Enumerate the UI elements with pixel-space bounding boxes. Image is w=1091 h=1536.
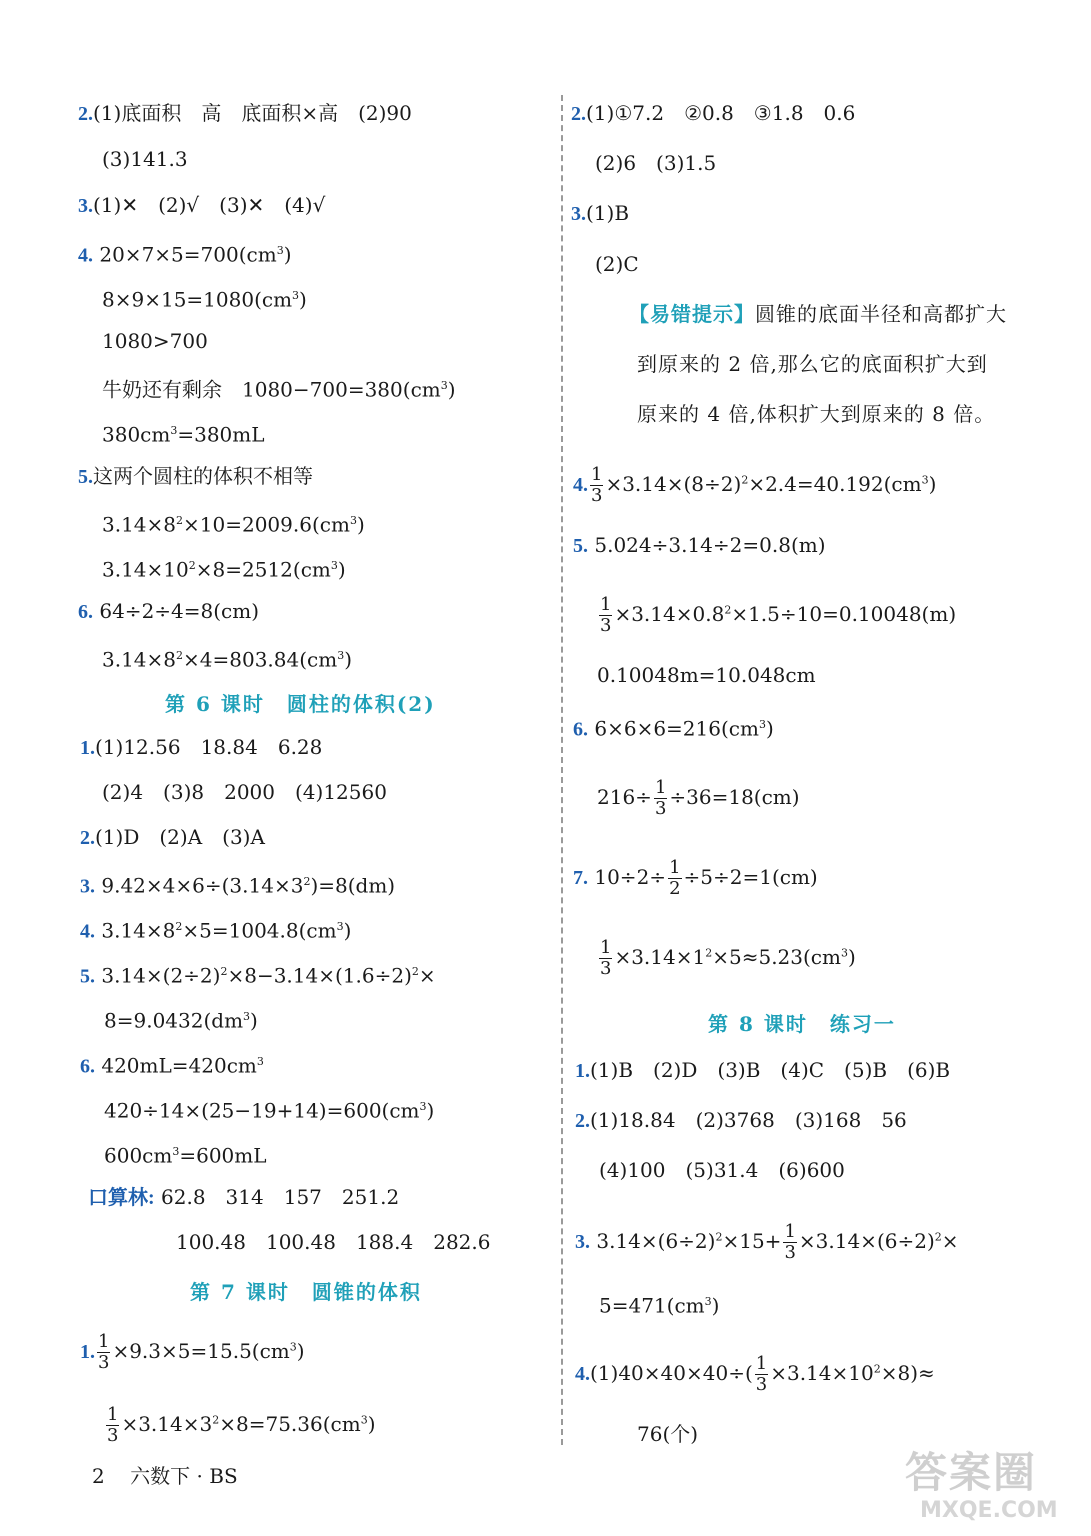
answer-5: 5.这两个圆柱的体积不相等 — [78, 464, 313, 488]
answer-2: 2.(1)D (2)A (3)A — [80, 825, 265, 849]
answer-5: 5. $3.14\times(2\div 2)^2\times 8-3.14\times(1.6\div 2)^2\times$ — [80, 963, 436, 988]
answer-5: 5. 5.024÷3.14÷2=0.8(m) — [573, 533, 826, 557]
answer-line: (4)100 (5)31.4 (6)600 — [599, 1158, 845, 1182]
answer-1: 1.(1)B (2)D (3)B (4)C (5)B (6)B — [575, 1058, 951, 1082]
answer-3: 3.(1)✕ (2)√ (3)✕ (4)√ — [78, 193, 326, 217]
answer-4: 4.(1)40×40×40÷( $\frac{1}{3}$ $\times 3.14\times 10^2\times 8)\approx$ — [575, 1353, 935, 1395]
answer-line: 1080>700 — [102, 329, 208, 353]
answer-line: $\frac{1}{3}$ $\times 3.14\times 0.8^2\times 1.5\div 10=0.10048(m)$ — [600, 594, 957, 636]
answer-line: $5=471(cm^3)$ — [599, 1293, 720, 1318]
fraction: $\frac{1}{3}$ — [600, 594, 612, 636]
fraction: $\frac{1}{2}$ — [669, 857, 681, 899]
answer-1: 1. $\frac{1}{3}$ $\times 9.3\times 5=15.5(cm^3)$ — [80, 1331, 305, 1373]
error-hint-line: 原来的 4 倍,体积扩大到原来的 8 倍。 — [637, 402, 996, 426]
fraction: $\frac{1}{3}$ — [600, 937, 612, 979]
answer-line: 76(个) — [637, 1422, 699, 1446]
answer-3: 3. $9.42\times 4\times 6\div(3.14\times 3^2)=8(dm)$ — [80, 873, 396, 898]
answer-6: 6. $420mL=420cm^3$ — [80, 1053, 264, 1078]
mental-math-row: 口算林: 62.8 314 157 251.2 — [88, 1185, 400, 1209]
answer-line: (2)C — [595, 252, 639, 276]
answer-6: 6. $6\times 6\times 6=216(cm^3)$ — [573, 716, 774, 741]
fraction: $\frac{1}{3}$ — [784, 1221, 796, 1263]
answer-line: 100.48 100.48 188.4 282.6 — [176, 1230, 491, 1254]
answer-line: $420\div 14\times(25-19+14)=600(cm^3)$ — [104, 1098, 435, 1123]
answer-2: 2.(1)①7.2 ②0.8 ③1.8 0.6 — [571, 101, 856, 125]
answer-7: 7. 10÷2÷ $\frac{1}{2}$ ÷5÷2=1(cm) — [573, 857, 818, 899]
answer-line: 216÷ $\frac{1}{3}$ ÷36=18(cm) — [597, 777, 800, 819]
book-label: 六数下 · BS — [130, 1464, 238, 1488]
answer-line: $380cm^3=380mL$ — [102, 422, 265, 447]
answer-line: $600cm^3=600mL$ — [104, 1143, 267, 1168]
answer-2: 2.(1)底面积 高 底面积×高 (2)90 — [78, 101, 412, 125]
answer-3: 3.(1)B — [571, 201, 630, 225]
page-number: 2 — [92, 1464, 105, 1488]
answer-4: 4. $20\times 7\times 5=700(cm^3)$ — [78, 242, 292, 267]
watermark-text: 答案圈 — [905, 1448, 1038, 1497]
answer-4: 4. $\frac{1}{3}$ $\times 3.14\times(8\div 2)^2\times 2.4=40.192(cm^3)$ — [573, 464, 937, 506]
answer-1: 1.(1)12.56 18.84 6.28 — [80, 735, 323, 759]
answer-line: $3.14\times 8^2\times 4=803.84(cm^3)$ — [102, 647, 353, 672]
watermark-url: MXQE.COM — [920, 1498, 1058, 1523]
fraction: $\frac{1}{3}$ — [591, 464, 603, 506]
answer-3: 3. $3.14\times(6\div 2)^2\times 15+$ $\frac{1}{3}$ $\times 3.14\times(6\div 2)^2\times$ — [575, 1221, 959, 1263]
page-footer — [92, 1460, 238, 1489]
fraction: $\frac{1}{3}$ — [654, 777, 667, 819]
answer-line: 0.10048m=10.048cm — [597, 663, 816, 687]
answer-line: $3.14\times 10^2\times 8=2512(cm^3)$ — [102, 557, 346, 582]
answer-line: $8=9.0432(dm^3)$ — [104, 1008, 258, 1033]
fraction: $\frac{1}{3}$ — [98, 1331, 110, 1373]
answer-6: 6. 64÷2÷4=8(cm) — [78, 599, 260, 623]
answer-2: 2.(1)18.84 (2)3768 (3)168 56 — [575, 1108, 907, 1132]
section-heading: 第 8 课时 练习一 — [708, 1012, 896, 1036]
fraction: $\frac{1}{3}$ — [755, 1353, 768, 1395]
answer-line: 牛奶还有剩余 $1080-700=380(cm^3)$ — [102, 377, 456, 402]
answer-4: 4. $3.14\times 8^2\times 5=1004.8(cm^3)$ — [80, 918, 352, 943]
answer-line: (2)4 (3)8 2000 (4)12560 — [102, 780, 387, 804]
column-divider — [561, 95, 563, 1445]
answer-line: $3.14\times 8^2\times 10=2009.6(cm^3)$ — [102, 512, 365, 537]
error-hint: 【易错提示】圆锥的底面半径和高都扩大 — [629, 302, 1007, 326]
answer-line: $8\times 9\times 15=1080(cm^3)$ — [102, 287, 307, 312]
section-heading: 第 6 课时 圆柱的体积(2) — [165, 692, 436, 716]
error-hint-line: 到原来的 2 倍,那么它的底面积扩大到 — [637, 352, 988, 376]
answer-line: $\frac{1}{3}$ $\times 3.14\times 1^2\times 5\approx 5.23(cm^3)$ — [600, 937, 856, 979]
watermark — [905, 1440, 1085, 1530]
answer-line: (2)6 (3)1.5 — [595, 151, 717, 175]
answer-line: (3)141.3 — [102, 147, 188, 171]
fraction: $\frac{1}{3}$ — [107, 1404, 119, 1446]
section-heading: 第 7 课时 圆锥的体积 — [190, 1280, 422, 1304]
answer-line: $\frac{1}{3}$ $\times 3.14\times 3^2\times 8=75.36(cm^3)$ — [107, 1404, 376, 1446]
